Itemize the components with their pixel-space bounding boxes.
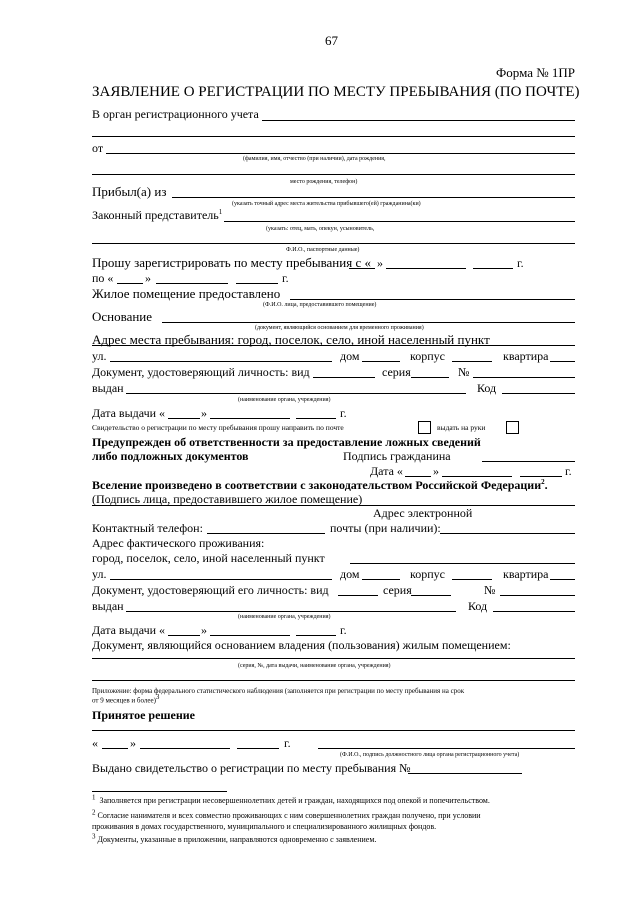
street-field[interactable] xyxy=(110,361,332,362)
settlement-type-label: город, поселок, село, иной населенный пункт xyxy=(92,551,325,565)
quote-close: » xyxy=(433,464,439,478)
hint-fio: (фамилия, имя, отчество (при наличии), дата рождения, xyxy=(243,156,386,162)
warning-line-1: Предупрежден об ответственности за предоставление ложных сведений xyxy=(92,435,481,449)
issue-month-field[interactable] xyxy=(210,418,290,419)
building-label: корпус xyxy=(410,349,445,363)
year-abbr: г. xyxy=(340,406,347,420)
citizen-signature-label: Подпись гражданина xyxy=(343,449,451,463)
issued-label: выдан xyxy=(92,381,124,395)
decision-year-field[interactable] xyxy=(237,748,279,749)
number-label: № xyxy=(484,583,496,597)
ownership-doc-label: Документ, являющийся основанием владения (пользования) жилым помещением: xyxy=(92,638,511,652)
apartment-label: квартира xyxy=(503,349,549,363)
decision-date-open: « xyxy=(92,736,98,750)
year-abbr: г. xyxy=(282,271,289,285)
year-abbr: г. xyxy=(517,256,524,270)
form-number: Форма № 1ПР xyxy=(496,65,576,80)
hand-checkbox[interactable] xyxy=(506,421,519,434)
his-issue-year-field[interactable] xyxy=(296,635,336,636)
settlement-field[interactable] xyxy=(350,563,575,564)
id-number-field[interactable] xyxy=(473,377,575,378)
until-day-field[interactable] xyxy=(117,283,143,284)
certificate-delivery-label: Свидетельство о регистрации по месту пребывания прошу направить по почте xyxy=(92,423,344,432)
decision-month-field[interactable] xyxy=(140,748,230,749)
from-label: от xyxy=(92,141,104,155)
sign-day-field[interactable] xyxy=(405,476,431,477)
basis-field[interactable] xyxy=(162,322,575,323)
actual-apartment-field[interactable] xyxy=(550,579,575,580)
provider-signature-label: (Подпись лица, предоставившего жилое помещение) xyxy=(92,492,363,506)
official-sign-field[interactable] xyxy=(318,748,575,749)
mail-checkbox[interactable] xyxy=(418,421,431,434)
footnote-2-cont: проживания в домах государственного, муниципального и специализированного жилищных фондов. xyxy=(92,822,437,831)
hint-official: (Ф.И.О., подпись должностного лица органа регистрационного учета) xyxy=(340,752,520,758)
id-doc-label: Документ, удостоверяющий личность: вид xyxy=(92,365,310,379)
legal-rep-field[interactable] xyxy=(224,221,575,222)
authority-field[interactable] xyxy=(262,120,575,121)
from-year-field[interactable] xyxy=(473,268,513,269)
email-field[interactable] xyxy=(440,533,575,534)
until-label: по « xyxy=(92,271,114,285)
house-label: дом xyxy=(340,567,360,581)
certificate-number-field[interactable] xyxy=(408,773,522,774)
footnote-3: $^3$ Документы, указанные в приложении, направляются одновременно с заявлением. xyxy=(92,832,377,844)
his-id-type-field[interactable] xyxy=(338,595,378,596)
page-number: 67 xyxy=(325,33,338,48)
certificate-issued-label: Выдано свидетельство о регистрации по месту пребывания № xyxy=(92,761,411,775)
quote-close: » xyxy=(201,623,207,637)
hint-birthplace: место рождения, телефон) xyxy=(290,179,358,185)
footnote-2: $^2$ Согласие нанимателя и всех совместно проживающих с ним совершеннолетних граждан получено, при условии xyxy=(92,808,481,820)
authority-field-2[interactable] xyxy=(92,136,575,137)
appendix-line-1: Приложение: форма федерального статистического наблюдения (заполняется при регистрации по месту пребывания на срок xyxy=(92,687,465,695)
issue-date-label: Дата выдачи « xyxy=(92,623,166,637)
code-field[interactable] xyxy=(502,393,575,394)
phone-label: Контактный телефон: xyxy=(92,521,203,535)
number-label: № xyxy=(458,365,470,379)
actual-street-field[interactable] xyxy=(110,579,332,580)
code-label: Код xyxy=(468,599,488,613)
sign-month-field[interactable] xyxy=(442,476,512,477)
decision-day-field[interactable] xyxy=(102,748,128,749)
id-series-field[interactable] xyxy=(411,377,449,378)
housing-provider-field[interactable] xyxy=(290,299,575,300)
arrived-from-label: Прибыл(а) из xyxy=(92,184,167,199)
sign-year-field[interactable] xyxy=(520,476,562,477)
basis-label: Основание xyxy=(92,309,153,324)
issue-year-field[interactable] xyxy=(296,418,336,419)
ownership-doc-field[interactable] xyxy=(92,658,575,659)
appendix-line-2: от 9 месяцев и более)$^3$ xyxy=(92,693,160,705)
quote-close: » xyxy=(377,256,383,270)
warning-line-2: либо подложных документов xyxy=(92,449,249,463)
his-issue-month-field[interactable] xyxy=(210,635,290,636)
apartment-label: квартира xyxy=(503,567,549,581)
decision-label: Принятое решение xyxy=(92,708,196,722)
ownership-doc-field-2[interactable] xyxy=(92,680,575,681)
his-number-field[interactable] xyxy=(500,595,575,596)
hint-ownership: (серия, №, дата выдачи, наименование органа, учреждения) xyxy=(238,663,391,669)
house-field[interactable] xyxy=(362,361,400,362)
actual-building-field[interactable] xyxy=(452,579,492,580)
footnote-1: $^1$ Заполняется при регистрации несовершеннолетних детей и граждан, находящихся под опекой и попечительством. xyxy=(92,793,490,805)
street-label: ул. xyxy=(92,349,107,363)
issued-label: выдан xyxy=(92,599,124,613)
hand-delivery-label: выдать на руки xyxy=(437,423,486,432)
hint-basis-doc: (документ, являющийся основанием для временного проживания) xyxy=(255,325,424,331)
until-year-field[interactable] xyxy=(236,283,278,284)
his-code-field[interactable] xyxy=(493,611,575,612)
applicant-field[interactable] xyxy=(106,153,575,154)
until-month-field[interactable] xyxy=(156,283,228,284)
phone-field[interactable] xyxy=(207,533,325,534)
street-label: ул. xyxy=(92,567,107,581)
his-issue-day-field[interactable] xyxy=(168,635,200,636)
footnote-separator xyxy=(92,791,227,792)
hint-provider: (Ф.И.О. лица, предоставившего помещение) xyxy=(263,302,377,308)
apartment-field[interactable] xyxy=(550,361,575,362)
stay-address-label: Адрес места пребывания: город, поселок, село, иной населенный пункт xyxy=(92,332,490,347)
code-label: Код xyxy=(477,381,497,395)
from-month-field[interactable] xyxy=(386,268,466,269)
issue-day-field[interactable] xyxy=(168,418,200,419)
applicant-field-2[interactable] xyxy=(92,174,575,175)
hint-rep: (указать: отец, мать, опекун, усыновитель, xyxy=(266,226,375,232)
decision-field[interactable] xyxy=(92,730,575,731)
issued-by-field[interactable] xyxy=(126,393,466,394)
authority-label: В орган регистрационного учета xyxy=(92,107,259,121)
date-label: Дата « xyxy=(370,464,403,478)
from-day-field[interactable] xyxy=(349,268,375,269)
building-field[interactable] xyxy=(452,361,492,362)
year-abbr: г. xyxy=(565,464,572,478)
series-label: серия xyxy=(383,583,412,597)
settlement-line: Вселение произведено в соответствии с законодательством Российской Федерации$^2$. xyxy=(92,478,548,492)
provider-signature-field[interactable] xyxy=(92,505,575,506)
hint-passport: Ф.И.О., паспортные данные) xyxy=(286,247,360,253)
hint-org: (наименование органа, учреждения) xyxy=(238,614,331,620)
quote-close: » xyxy=(201,406,207,420)
series-label: серия xyxy=(382,365,411,379)
quote-close: » xyxy=(145,271,151,285)
arrived-from-field[interactable] xyxy=(172,197,575,198)
stay-address-field[interactable] xyxy=(92,345,575,346)
legal-rep-field-2[interactable] xyxy=(92,243,575,244)
citizen-signature-field[interactable] xyxy=(482,461,575,462)
register-request-label: Прошу зарегистрировать по месту пребывания с « xyxy=(92,255,371,270)
actual-address-label: Адрес фактического проживания: xyxy=(92,536,265,550)
email-label-2: почты (при наличии): xyxy=(330,521,441,535)
year-abbr: г. xyxy=(340,623,347,637)
his-series-field[interactable] xyxy=(411,595,451,596)
house-label: дом xyxy=(340,349,360,363)
quote-close: » xyxy=(130,736,136,750)
id-doc-type-field[interactable] xyxy=(313,377,375,378)
year-abbr: г. xyxy=(284,736,291,750)
his-issued-by-field[interactable] xyxy=(126,611,456,612)
building-label: корпус xyxy=(410,567,445,581)
email-label-1: Адрес электронной xyxy=(373,506,473,520)
actual-house-field[interactable] xyxy=(362,579,400,580)
hint-org: (наименование органа, учреждения) xyxy=(238,397,331,403)
hint-address: (указать точный адрес места жительства прибывшего(ей) гражданина(ки) xyxy=(232,201,421,207)
housing-provided-label: Жилое помещение предоставлено xyxy=(92,286,281,301)
id-doc-his-label: Документ, удостоверяющий его личность: вид xyxy=(92,583,329,597)
issue-date-label: Дата выдачи « xyxy=(92,406,166,420)
form-title: ЗАЯВЛЕНИЕ О РЕГИСТРАЦИИ ПО МЕСТУ ПРЕБЫВАНИЯ (ПО ПОЧТЕ) xyxy=(92,84,580,100)
legal-rep-label: Законный представитель$^1$ xyxy=(92,208,223,222)
